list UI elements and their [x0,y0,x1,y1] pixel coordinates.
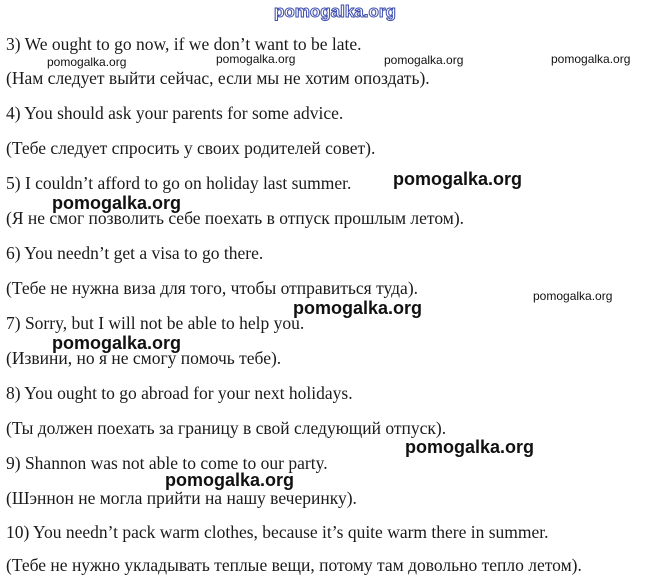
watermark: pomogalka.org [47,55,127,69]
watermark: pomogalka.org [405,437,535,457]
watermark: pomogalka.org [551,52,631,66]
sentence-10-english: 10) You needn’t pack warm clothes, because it’s quite warm there in summer. [6,522,549,542]
sentence-7-russian: (Извини, но я не смогу помочь тебе). [6,348,282,368]
watermark: pomogalka.org [52,333,182,353]
sentence-6-english: 6) You needn’t get a visa to go there. [6,243,264,263]
sentence-9-english: 9) Shannon was not able to come to our party. [6,453,328,473]
watermark: pomogalka.org [293,298,423,318]
watermark: pomogalka.org [52,193,182,213]
watermark-top: pomogalka.org [274,2,396,21]
watermark: pomogalka.org [216,52,296,66]
watermark: pomogalka.org [384,53,464,67]
sentence-4-russian: (Тебе следует спросить у своих родителей совет). [6,138,376,158]
sentence-6-russian: (Тебе не нужна виза для того, чтобы отправиться туда). [6,278,419,298]
watermark: pomogalka.org [533,289,613,303]
sentence-10-russian: (Тебе не нужно укладывать теплые вещи, потому там довольно тепло летом). [6,555,582,575]
watermark: pomogalka.org [165,470,295,490]
sentence-5-english: 5) I couldn’t afford to go on holiday last summer. [6,173,352,193]
sentence-5-russian: (Я не смог позволить себе поехать в отпуск прошлым летом). [6,208,465,228]
sentence-3-english: 3) We ought to go now, if we don’t want to be late. [6,34,362,54]
watermark: pomogalka.org [393,169,523,189]
sentence-7-english: 7) Sorry, but I will not be able to help you. [6,313,305,333]
sentence-3-russian: (Нам следует выйти сейчас, если мы не хотим опоздать). [6,68,430,88]
sentence-8-russian: (Ты должен поехать за границу в свой следующий отпуск). [6,418,447,438]
sentence-9-russian: (Шэннон не могла прийти на нашу вечеринку). [6,488,357,508]
sentence-4-english: 4) You should ask your parents for some advice. [6,103,344,123]
sentence-8-english: 8) You ought to go abroad for your next holidays. [6,383,353,403]
